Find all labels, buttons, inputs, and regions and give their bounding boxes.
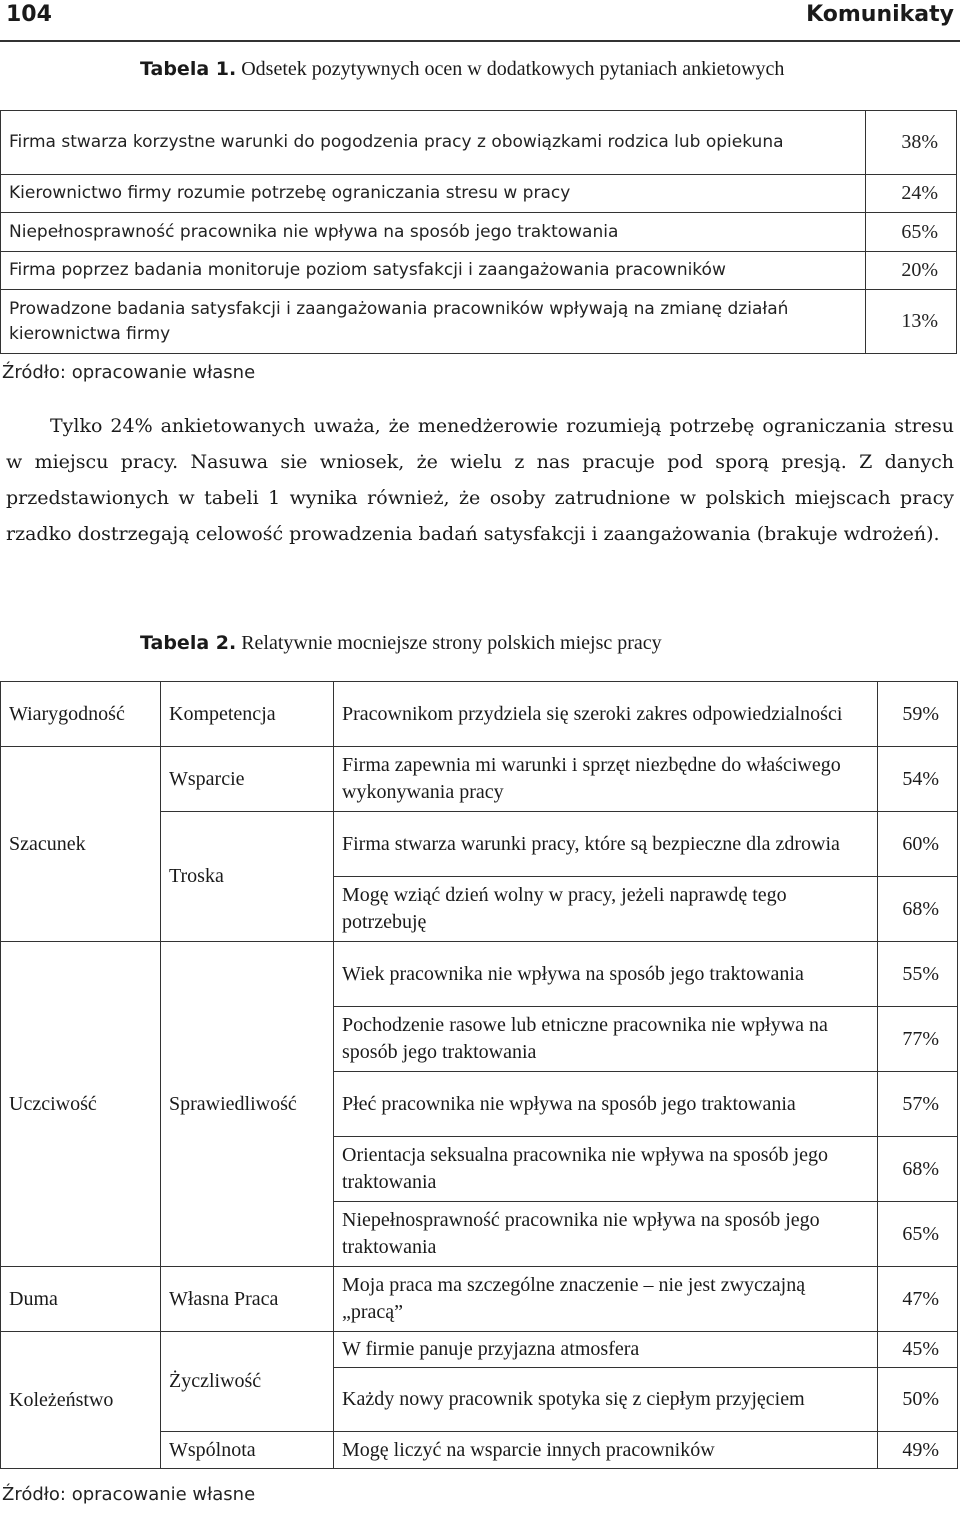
table2-caption-text: Relatywnie mocniejsze strony polskich miejsc pracy [241, 632, 662, 654]
table2-item-value: 65% [878, 1202, 958, 1267]
table2-item-text: Mogę liczyć na wsparcie innych pracowników [334, 1432, 878, 1469]
subdimension-wsparcie: Wsparcie [161, 747, 334, 812]
table1-cell-text: Niepełnosprawność pracownika nie wpływa na sposób jego traktowania [1, 213, 866, 252]
table2-item-value: 57% [878, 1072, 958, 1137]
table2-item-text: Płeć pracownika nie wpływa na sposób jego traktowania [334, 1072, 878, 1137]
table-row [1, 111, 957, 175]
table-row [1, 747, 958, 812]
table1-caption [140, 58, 784, 81]
table2-item-value: 45% [878, 1332, 958, 1368]
table2-item-value: 50% [878, 1368, 958, 1432]
dimension-wiarygodnosc: Wiarygodność [1, 682, 161, 747]
table2-source: Źródło: opracowanie własne [2, 1484, 256, 1505]
page-number: 104 [6, 2, 52, 27]
table2-label: Tabela 2. [140, 632, 237, 654]
table1-label: Tabela 1. [140, 58, 237, 80]
dimension-kolezenstwo: Koleżeństwo [1, 1332, 161, 1469]
table1-source: Źródło: opracowanie własne [2, 362, 256, 383]
subdimension-zyczliwosc: Życzliwość [161, 1332, 334, 1432]
table2-item-text: Każdy nowy pracownik spotyka się z ciepłym przyjęciem [334, 1368, 878, 1432]
dimension-uczciwosc: Uczciwość [1, 942, 161, 1267]
subdimension-kompetencja: Kompetencja [161, 682, 334, 747]
table1-cell-text: Firma poprzez badania monitoruje poziom satysfakcji i zaangażowania pracowników [1, 252, 866, 290]
table2-item-value: 55% [878, 942, 958, 1007]
body-paragraph: Tylko 24% ankietowanych uważa, że menedżerowie rozumieją potrzebę ograniczania stresu w miejscu pracy. Nasuwa sie wniosek, że wielu z nas pracuje pod sporą presją. Z danych przedstawionych w tabeli 1 wynika również, że osoby zatrudnione w polskich miejscach pracy rzadko dostrzegają celowość prowadzenia badań satysfakcji i zaangażowania (brakuje wdrożeń). [6, 415, 954, 545]
table2-item-value: 77% [878, 1007, 958, 1072]
table2-item-text: Niepełnosprawność pracownika nie wpływa na sposób jego traktowania [334, 1202, 878, 1267]
table2-item-text: Mogę wziąć dzień wolny w pracy, jeżeli naprawdę tego potrzebuję [334, 877, 878, 942]
subdimension-wlasna-praca: Własna Praca [161, 1267, 334, 1332]
table2-item-value: 68% [878, 1137, 958, 1202]
table-row [1, 942, 958, 1007]
subdimension-troska: Troska [161, 812, 334, 942]
subdimension-wspolnota: Wspólnota [161, 1432, 334, 1469]
page-header [0, 0, 960, 42]
table1-cell-value: 20% [866, 252, 957, 290]
table1-cell-text: Prowadzone badania satysfakcji i zaangażowania pracowników wpływają na zmianę działań kierownictwa firmy [1, 290, 866, 354]
table1-caption-text: Odsetek pozytywnych ocen w dodatkowych pytaniach ankietowych [241, 58, 785, 80]
section-title: Komunikaty [806, 2, 954, 27]
table2 [0, 681, 958, 1469]
subdimension-sprawiedliwosc: Sprawiedliwość [161, 942, 334, 1267]
table1-cell-text: Kierownictwo firmy rozumie potrzebę ograniczania stresu w pracy [1, 175, 866, 213]
table1-cell-value: 13% [866, 290, 957, 354]
table2-item-text: W firmie panuje przyjazna atmosfera [334, 1332, 878, 1368]
table-row [1, 252, 957, 290]
table2-item-value: 47% [878, 1267, 958, 1332]
table2-item-text: Firma zapewnia mi warunki i sprzęt niezbędne do właściwego wykonywania pracy [334, 747, 878, 812]
table2-item-value: 49% [878, 1432, 958, 1469]
table-row [1, 213, 957, 252]
table2-item-value: 54% [878, 747, 958, 812]
table2-item-value: 59% [878, 682, 958, 747]
table2-item-text: Orientacja seksualna pracownika nie wpływa na sposób jego traktowania [334, 1137, 878, 1202]
table1 [0, 110, 957, 354]
table2-item-text: Pochodzenie rasowe lub etniczne pracownika nie wpływa na sposób jego traktowania [334, 1007, 878, 1072]
table2-item-text: Pracownikom przydziela się szeroki zakres odpowiedzialności [334, 682, 878, 747]
table2-item-text: Wiek pracownika nie wpływa na sposób jego traktowania [334, 942, 878, 1007]
table2-item-value: 68% [878, 877, 958, 942]
table2-item-text: Moja praca ma szczególne znaczenie – nie jest zwyczajną „pracą” [334, 1267, 878, 1332]
table1-cell-text: Firma stwarza korzystne warunki do pogodzenia pracy z obowiązkami rodzica lub opiekuna [1, 111, 866, 175]
table-row [1, 290, 957, 354]
table-row [1, 175, 957, 213]
table1-cell-value: 38% [866, 111, 957, 175]
table2-item-value: 60% [878, 812, 958, 877]
table-row [1, 1332, 958, 1368]
table-row [1, 1267, 958, 1332]
table2-item-text: Firma stwarza warunki pracy, które są bezpieczne dla zdrowia [334, 812, 878, 877]
table2-caption [140, 632, 662, 655]
dimension-duma: Duma [1, 1267, 161, 1332]
table1-cell-value: 65% [866, 213, 957, 252]
table-row [1, 682, 958, 747]
table1-cell-value: 24% [866, 175, 957, 213]
dimension-szacunek: Szacunek [1, 747, 161, 942]
